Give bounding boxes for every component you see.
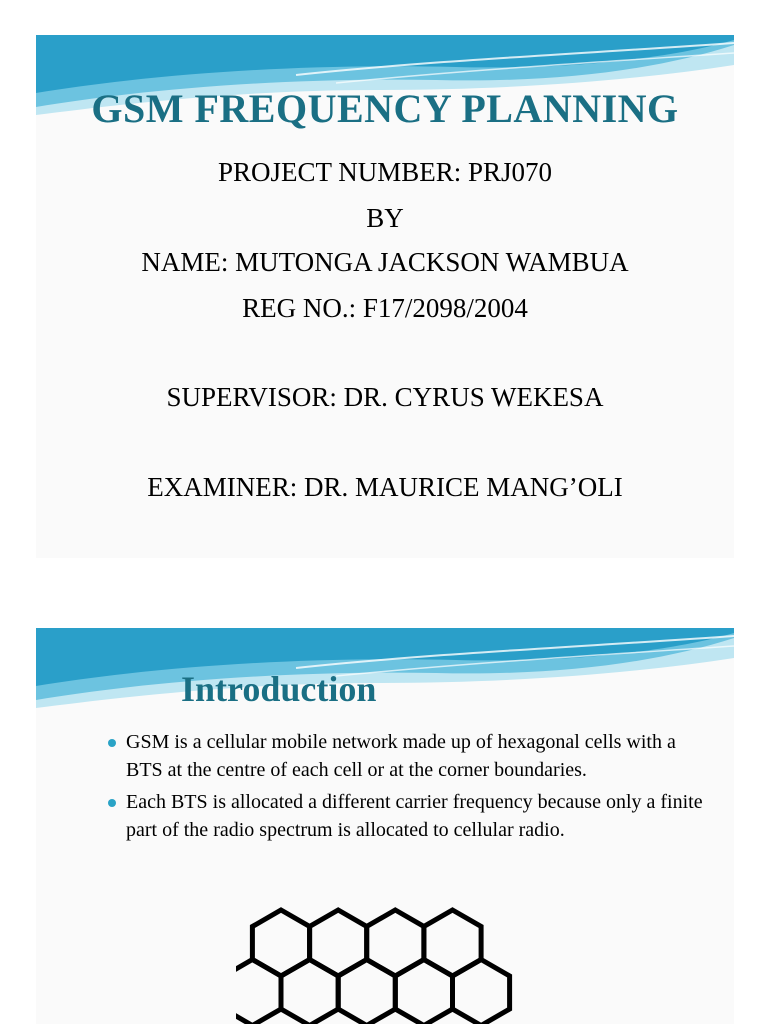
- hexagon-cell-icon: [236, 960, 281, 1024]
- hexagon-cell-icon: [338, 960, 395, 1024]
- bullet-dot-icon: [108, 739, 116, 747]
- introduction-slide: [36, 628, 734, 1024]
- hexagon-cell-icon: [281, 960, 338, 1024]
- title-slide: [36, 35, 734, 558]
- hexagon-cell-icon: [453, 960, 510, 1024]
- bullet-dot-icon: [108, 799, 116, 807]
- hexagon-cell-icon: [395, 960, 452, 1024]
- bullet-item: [106, 728, 706, 784]
- registration-number: REG NO.: F17/2098/2004: [242, 293, 528, 323]
- bullet-list: [106, 728, 706, 848]
- header-wave-decoration: [36, 628, 734, 718]
- slide-title: Introduction: [181, 669, 377, 709]
- project-number: PROJECT NUMBER: PRJ070: [217, 157, 553, 187]
- examiner-name: EXAMINER: DR. MAURICE MANG’OLI: [147, 472, 623, 502]
- bullet-text: GSM is a cellular mobile network made up of hexagonal cells with a BTS at the centre of each cell or at the corner boundaries.: [126, 731, 676, 781]
- author-name: NAME: MUTONGA JACKSON WAMBUA: [141, 247, 629, 277]
- hexagonal-cell-diagram: [236, 898, 556, 1024]
- presentation-title: GSM FREQUENCY PLANNING: [91, 86, 679, 131]
- supervisor-name: SUPERVISOR: DR. CYRUS WEKESA: [166, 382, 604, 412]
- bullet-text: Each BTS is allocated a different carrier frequency because only a finite part of the radio spectrum is allocated to cellular radio.: [126, 791, 703, 841]
- by-label: BY: [366, 203, 404, 233]
- bullet-item: [106, 788, 706, 844]
